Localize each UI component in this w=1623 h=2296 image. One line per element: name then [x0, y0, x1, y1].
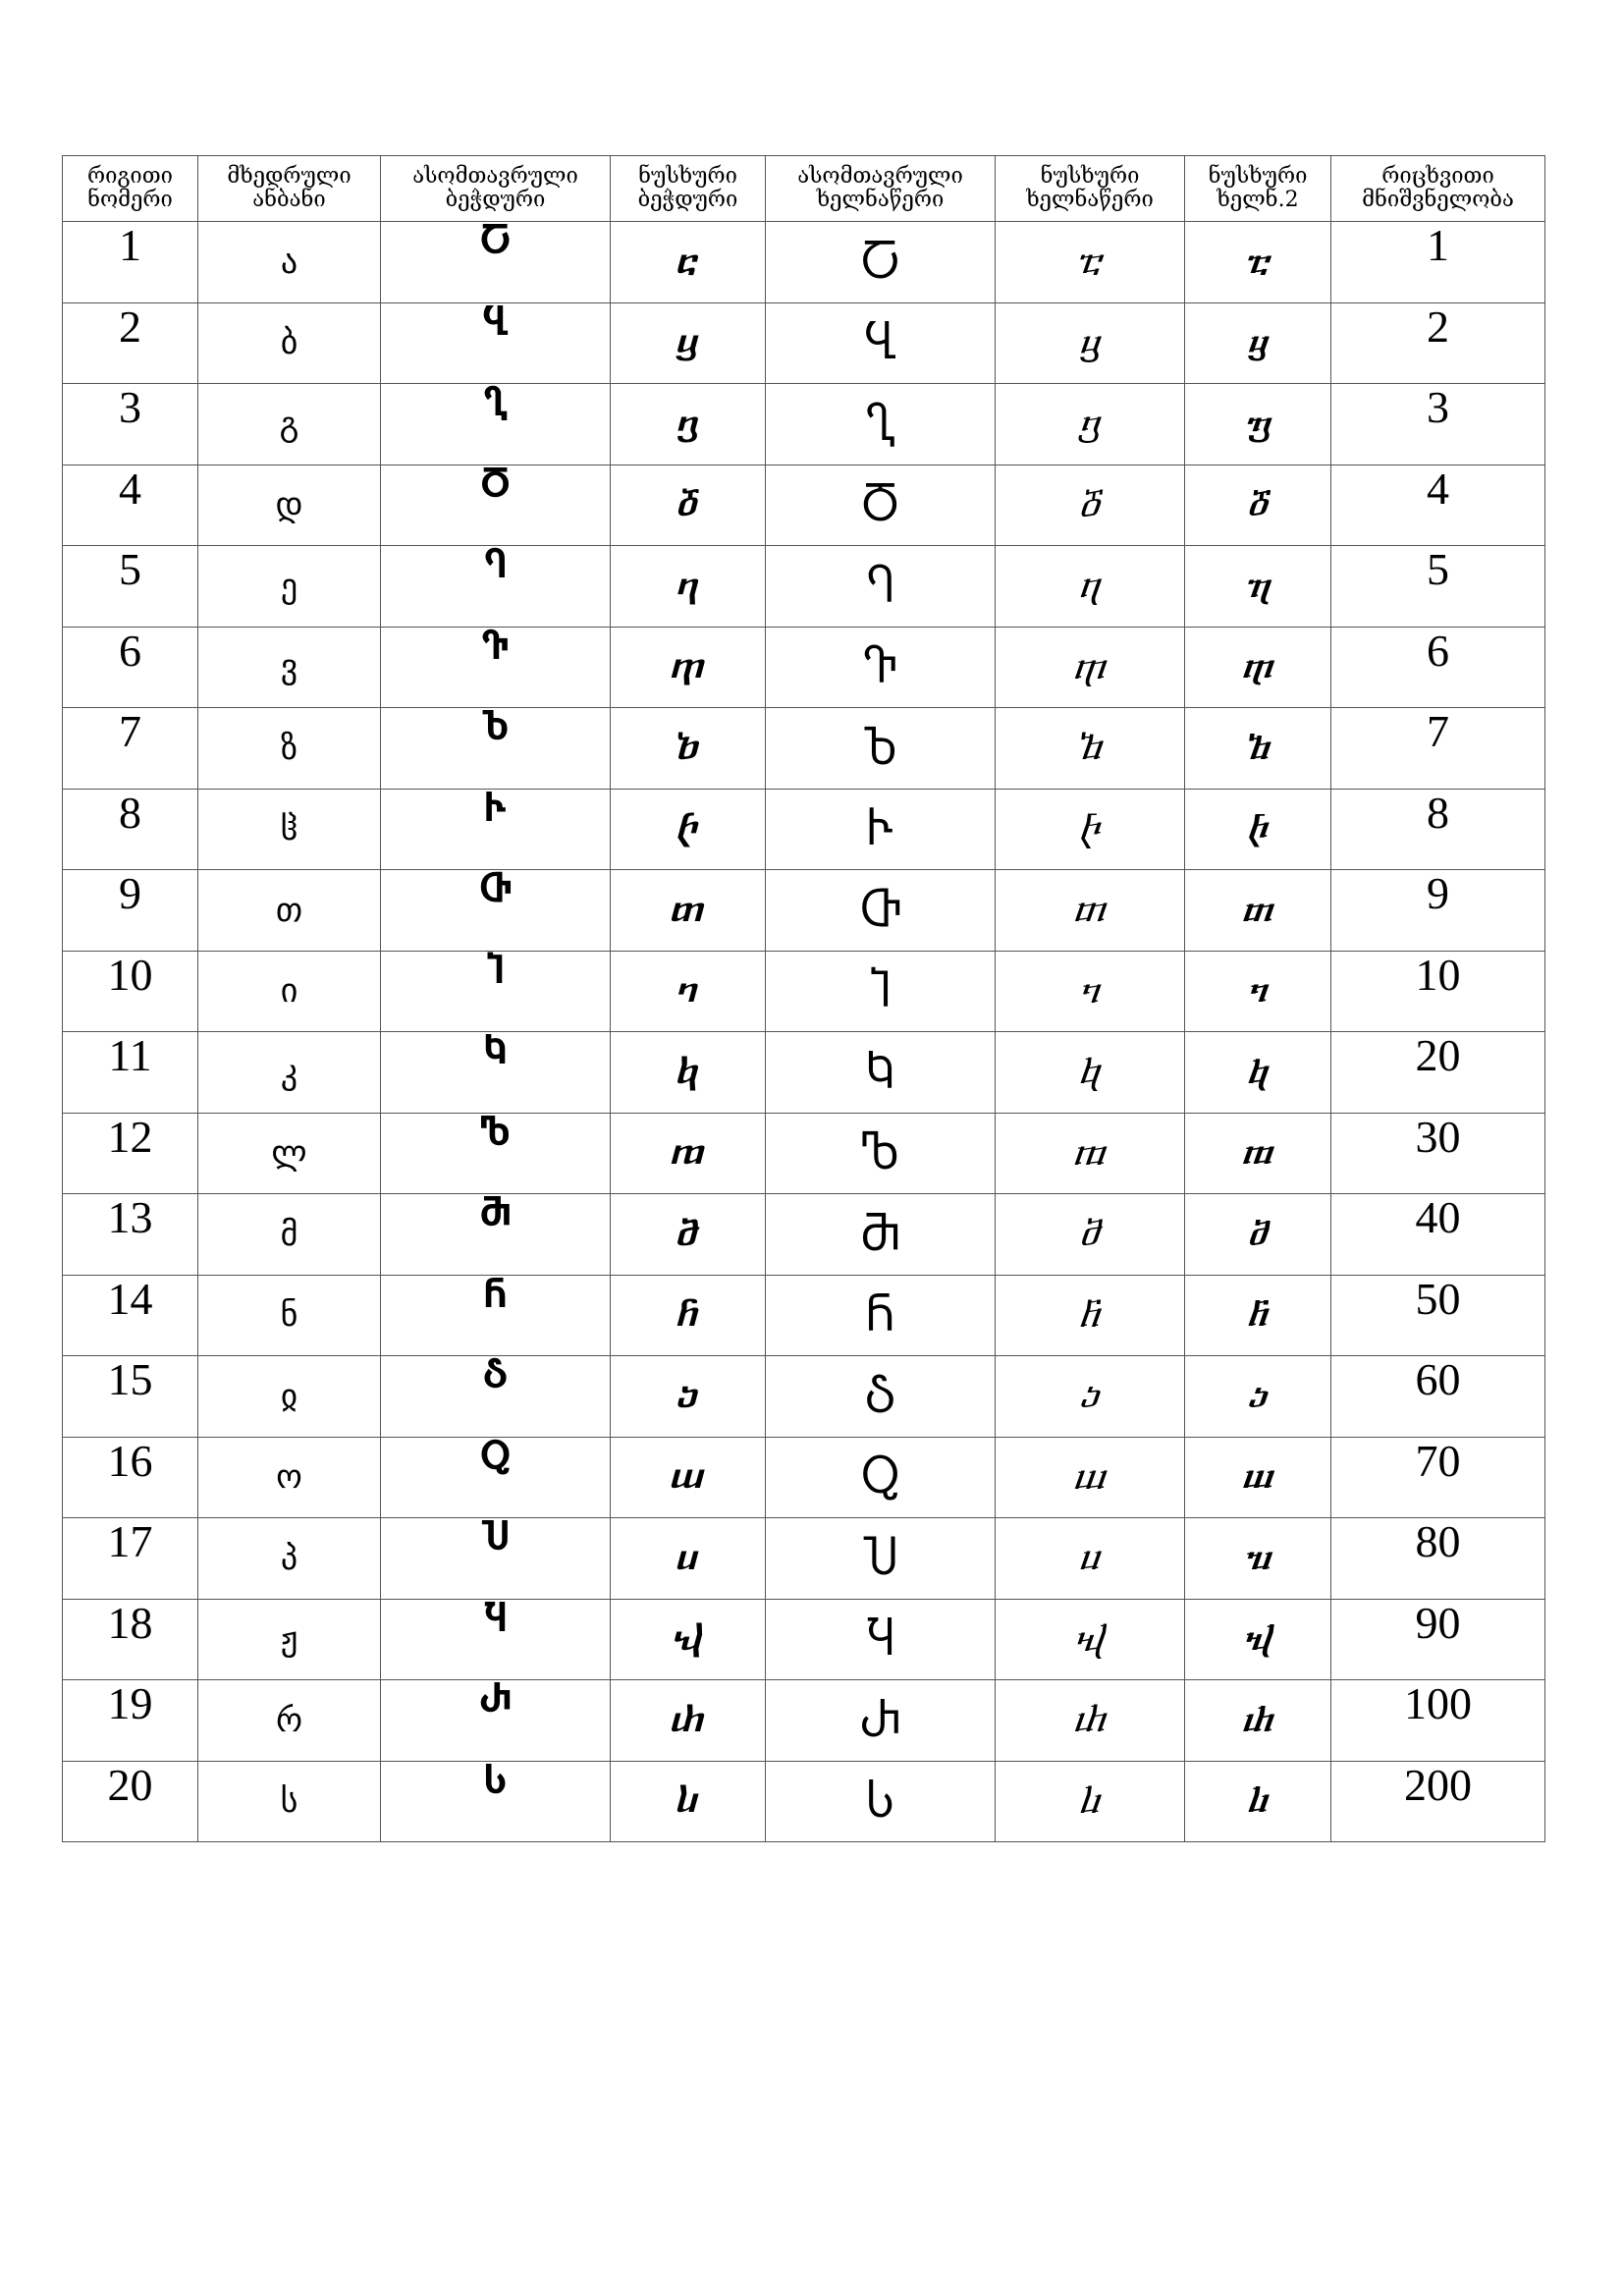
header-asomtavruli-print: ასომთავრული ბეჭდური	[381, 156, 611, 222]
cell-nuskhuri-print: ⴄ	[611, 546, 766, 628]
cell-nuskhuri-hand2: ⴆ	[1185, 708, 1331, 790]
table-row	[63, 1437, 1545, 1518]
cell-serial-number: 3	[63, 384, 198, 465]
cell-nuskhuri-print: ⴋ	[611, 1194, 766, 1276]
cell-asomtavruli-print: Ⴅ	[381, 627, 611, 708]
cell-asomtavruli-print: Ⴊ	[381, 1113, 611, 1194]
cell-serial-number: 19	[63, 1680, 198, 1762]
table-row	[63, 870, 1545, 952]
cell-serial-number: 13	[63, 1194, 198, 1276]
header-serial-number: რიგითი ნომერი	[63, 156, 198, 222]
cell-nuskhuri-hand: ⴋ	[996, 1194, 1185, 1276]
cell-serial-number: 4	[63, 465, 198, 546]
cell-asomtavruli-print: Ⴍ	[381, 1437, 611, 1518]
cell-nuskhuri-hand2: ⴂ	[1185, 384, 1331, 465]
cell-asomtavruli-hand: Ⴐ	[766, 1680, 996, 1762]
cell-numeric-value: 6	[1331, 627, 1545, 708]
cell-mkhedruli: კ	[198, 1032, 381, 1114]
cell-asomtavruli-print: Ⴐ	[381, 1680, 611, 1762]
cell-asomtavruli-hand: Ⴉ	[766, 1032, 996, 1114]
cell-nuskhuri-hand2: ⴁ	[1185, 302, 1331, 384]
table-row	[63, 1761, 1545, 1842]
cell-serial-number: 2	[63, 302, 198, 384]
cell-nuskhuri-hand2: ⴃ	[1185, 465, 1331, 546]
cell-numeric-value: 3	[1331, 384, 1545, 465]
cell-numeric-value: 8	[1331, 789, 1545, 870]
cell-asomtavruli-print: Ⴢ	[381, 1356, 611, 1438]
header-nuskhuri-hand: ნუსხური ხელნაწერი	[996, 156, 1185, 222]
cell-nuskhuri-hand2: ⴅ	[1185, 627, 1331, 708]
cell-nuskhuri-print: ⴊ	[611, 1113, 766, 1194]
georgian-alphabet-table	[62, 155, 1545, 1842]
cell-serial-number: 5	[63, 546, 198, 628]
cell-nuskhuri-hand2: ⴑ	[1185, 1761, 1331, 1842]
cell-nuskhuri-hand2: ⴈ	[1185, 951, 1331, 1032]
cell-nuskhuri-hand: ⴅ	[996, 627, 1185, 708]
cell-mkhedruli: ვ	[198, 627, 381, 708]
cell-serial-number: 10	[63, 951, 198, 1032]
cell-nuskhuri-hand2: ⴀ	[1185, 222, 1331, 303]
cell-nuskhuri-hand: ⴎ	[996, 1518, 1185, 1600]
cell-numeric-value: 200	[1331, 1761, 1545, 1842]
cell-nuskhuri-print: ⴐ	[611, 1680, 766, 1762]
cell-mkhedruli: ე	[198, 546, 381, 628]
cell-nuskhuri-hand2: ⴢ	[1185, 1356, 1331, 1438]
cell-asomtavruli-hand: Ⴂ	[766, 384, 996, 465]
cell-serial-number: 9	[63, 870, 198, 952]
cell-asomtavruli-hand: Ⴡ	[766, 789, 996, 870]
table-row	[63, 1356, 1545, 1438]
cell-nuskhuri-hand: ⴇ	[996, 870, 1185, 952]
cell-nuskhuri-hand: ⴄ	[996, 546, 1185, 628]
table-body	[63, 222, 1545, 1842]
cell-asomtavruli-hand: Ⴑ	[766, 1761, 996, 1842]
table-row	[63, 384, 1545, 465]
header-nuskhuri-hand2: ნუსხური ხელნ.2	[1185, 156, 1331, 222]
cell-asomtavruli-print: Ⴡ	[381, 789, 611, 870]
cell-nuskhuri-hand2: ⴐ	[1185, 1680, 1331, 1762]
cell-serial-number: 18	[63, 1599, 198, 1680]
cell-nuskhuri-hand2: ⴇ	[1185, 870, 1331, 952]
cell-mkhedruli: ჱ	[198, 789, 381, 870]
cell-nuskhuri-print: ⴏ	[611, 1599, 766, 1680]
cell-numeric-value: 9	[1331, 870, 1545, 952]
cell-serial-number: 6	[63, 627, 198, 708]
table-row	[63, 1518, 1545, 1600]
cell-nuskhuri-hand: ⴀ	[996, 222, 1185, 303]
cell-numeric-value: 4	[1331, 465, 1545, 546]
cell-nuskhuri-hand: ⴏ	[996, 1599, 1185, 1680]
cell-nuskhuri-hand: ⴁ	[996, 302, 1185, 384]
cell-asomtavruli-hand: Ⴀ	[766, 222, 996, 303]
cell-nuskhuri-print: ⴍ	[611, 1437, 766, 1518]
cell-nuskhuri-print: ⴎ	[611, 1518, 766, 1600]
cell-mkhedruli: ო	[198, 1437, 381, 1518]
cell-asomtavruli-hand: Ⴈ	[766, 951, 996, 1032]
cell-nuskhuri-hand: ⴃ	[996, 465, 1185, 546]
table-row	[63, 1113, 1545, 1194]
cell-asomtavruli-print: Ⴏ	[381, 1599, 611, 1680]
cell-numeric-value: 30	[1331, 1113, 1545, 1194]
cell-asomtavruli-print: Ⴈ	[381, 951, 611, 1032]
cell-asomtavruli-hand: Ⴏ	[766, 1599, 996, 1680]
table-row	[63, 951, 1545, 1032]
cell-nuskhuri-hand: ⴍ	[996, 1437, 1185, 1518]
cell-asomtavruli-hand: Ⴅ	[766, 627, 996, 708]
cell-mkhedruli: პ	[198, 1518, 381, 1600]
cell-mkhedruli: ჟ	[198, 1599, 381, 1680]
cell-nuskhuri-hand2: ⴊ	[1185, 1113, 1331, 1194]
cell-asomtavruli-hand: Ⴇ	[766, 870, 996, 952]
cell-serial-number: 16	[63, 1437, 198, 1518]
cell-nuskhuri-print: ⴅ	[611, 627, 766, 708]
cell-asomtavruli-print: Ⴎ	[381, 1518, 611, 1600]
cell-asomtavruli-print: Ⴇ	[381, 870, 611, 952]
cell-nuskhuri-hand2: ⴏ	[1185, 1599, 1331, 1680]
table-row	[63, 1194, 1545, 1276]
cell-serial-number: 14	[63, 1275, 198, 1356]
cell-numeric-value: 70	[1331, 1437, 1545, 1518]
table-row	[63, 1275, 1545, 1356]
table-row	[63, 302, 1545, 384]
cell-nuskhuri-hand2: ⴡ	[1185, 789, 1331, 870]
cell-asomtavruli-hand: Ⴆ	[766, 708, 996, 790]
cell-mkhedruli: ი	[198, 951, 381, 1032]
cell-asomtavruli-hand: Ⴄ	[766, 546, 996, 628]
cell-nuskhuri-print: ⴇ	[611, 870, 766, 952]
cell-asomtavruli-hand: Ⴁ	[766, 302, 996, 384]
table-row	[63, 627, 1545, 708]
cell-numeric-value: 20	[1331, 1032, 1545, 1114]
cell-nuskhuri-hand: ⴊ	[996, 1113, 1185, 1194]
cell-nuskhuri-print: ⴁ	[611, 302, 766, 384]
cell-mkhedruli: ნ	[198, 1275, 381, 1356]
cell-nuskhuri-hand2: ⴍ	[1185, 1437, 1331, 1518]
cell-serial-number: 7	[63, 708, 198, 790]
cell-mkhedruli: ა	[198, 222, 381, 303]
cell-asomtavruli-hand: Ⴢ	[766, 1356, 996, 1438]
table-row	[63, 222, 1545, 303]
cell-serial-number: 15	[63, 1356, 198, 1438]
cell-asomtavruli-print: Ⴃ	[381, 465, 611, 546]
cell-nuskhuri-print: ⴀ	[611, 222, 766, 303]
cell-serial-number: 1	[63, 222, 198, 303]
cell-mkhedruli: ზ	[198, 708, 381, 790]
cell-asomtavruli-hand: Ⴌ	[766, 1275, 996, 1356]
cell-asomtavruli-print: Ⴑ	[381, 1761, 611, 1842]
table-row	[63, 1599, 1545, 1680]
table-row	[63, 465, 1545, 546]
cell-asomtavruli-print: Ⴄ	[381, 546, 611, 628]
cell-mkhedruli: გ	[198, 384, 381, 465]
table-row	[63, 1032, 1545, 1114]
cell-numeric-value: 2	[1331, 302, 1545, 384]
cell-nuskhuri-print: ⴃ	[611, 465, 766, 546]
cell-serial-number: 11	[63, 1032, 198, 1114]
header-row	[63, 156, 1545, 222]
header-nuskhuri-print: ნუსხური ბეჭდური	[611, 156, 766, 222]
cell-serial-number: 12	[63, 1113, 198, 1194]
cell-nuskhuri-print: ⴢ	[611, 1356, 766, 1438]
table-row	[63, 1680, 1545, 1762]
cell-nuskhuri-hand: ⴈ	[996, 951, 1185, 1032]
cell-numeric-value: 1	[1331, 222, 1545, 303]
cell-nuskhuri-print: ⴈ	[611, 951, 766, 1032]
header-mkhedruli: მხედრული ანბანი	[198, 156, 381, 222]
cell-nuskhuri-print: ⴆ	[611, 708, 766, 790]
cell-asomtavruli-hand: Ⴋ	[766, 1194, 996, 1276]
cell-mkhedruli: ჲ	[198, 1356, 381, 1438]
cell-nuskhuri-hand2: ⴋ	[1185, 1194, 1331, 1276]
cell-nuskhuri-hand: ⴡ	[996, 789, 1185, 870]
cell-nuskhuri-print: ⴡ	[611, 789, 766, 870]
cell-mkhedruli: ბ	[198, 302, 381, 384]
cell-nuskhuri-print: ⴂ	[611, 384, 766, 465]
cell-nuskhuri-print: ⴌ	[611, 1275, 766, 1356]
table-row	[63, 789, 1545, 870]
cell-asomtavruli-print: Ⴉ	[381, 1032, 611, 1114]
cell-nuskhuri-hand: ⴉ	[996, 1032, 1185, 1114]
cell-nuskhuri-print: ⴉ	[611, 1032, 766, 1114]
cell-mkhedruli: დ	[198, 465, 381, 546]
cell-serial-number: 20	[63, 1761, 198, 1842]
cell-mkhedruli: ლ	[198, 1113, 381, 1194]
cell-numeric-value: 7	[1331, 708, 1545, 790]
cell-serial-number: 17	[63, 1518, 198, 1600]
cell-asomtavruli-print: Ⴆ	[381, 708, 611, 790]
cell-nuskhuri-hand2: ⴄ	[1185, 546, 1331, 628]
cell-nuskhuri-hand2: ⴎ	[1185, 1518, 1331, 1600]
cell-asomtavruli-hand: Ⴃ	[766, 465, 996, 546]
cell-asomtavruli-hand: Ⴊ	[766, 1113, 996, 1194]
cell-nuskhuri-hand: ⴌ	[996, 1275, 1185, 1356]
cell-asomtavruli-print: Ⴁ	[381, 302, 611, 384]
cell-asomtavruli-print: Ⴌ	[381, 1275, 611, 1356]
header-asomtavruli-hand: ასომთავრული ხელნაწერი	[766, 156, 996, 222]
cell-serial-number: 8	[63, 789, 198, 870]
table-row	[63, 546, 1545, 628]
cell-numeric-value: 90	[1331, 1599, 1545, 1680]
cell-numeric-value: 60	[1331, 1356, 1545, 1438]
cell-nuskhuri-hand2: ⴉ	[1185, 1032, 1331, 1114]
table-row	[63, 708, 1545, 790]
cell-mkhedruli: თ	[198, 870, 381, 952]
cell-mkhedruli: ს	[198, 1761, 381, 1842]
cell-asomtavruli-print: Ⴂ	[381, 384, 611, 465]
cell-asomtavruli-hand: Ⴎ	[766, 1518, 996, 1600]
cell-nuskhuri-hand: ⴆ	[996, 708, 1185, 790]
cell-nuskhuri-hand: ⴢ	[996, 1356, 1185, 1438]
header-numeric-value: რიცხვითი მნიშვნელობა	[1331, 156, 1545, 222]
cell-numeric-value: 100	[1331, 1680, 1545, 1762]
cell-numeric-value: 10	[1331, 951, 1545, 1032]
cell-nuskhuri-hand: ⴂ	[996, 384, 1185, 465]
cell-asomtavruli-print: Ⴀ	[381, 222, 611, 303]
cell-numeric-value: 5	[1331, 546, 1545, 628]
cell-mkhedruli: რ	[198, 1680, 381, 1762]
cell-asomtavruli-print: Ⴋ	[381, 1194, 611, 1276]
cell-nuskhuri-hand: ⴑ	[996, 1761, 1185, 1842]
cell-numeric-value: 80	[1331, 1518, 1545, 1600]
cell-nuskhuri-hand: ⴐ	[996, 1680, 1185, 1762]
cell-numeric-value: 50	[1331, 1275, 1545, 1356]
cell-asomtavruli-hand: Ⴍ	[766, 1437, 996, 1518]
cell-numeric-value: 40	[1331, 1194, 1545, 1276]
cell-nuskhuri-print: ⴑ	[611, 1761, 766, 1842]
cell-nuskhuri-hand2: ⴌ	[1185, 1275, 1331, 1356]
cell-mkhedruli: მ	[198, 1194, 381, 1276]
